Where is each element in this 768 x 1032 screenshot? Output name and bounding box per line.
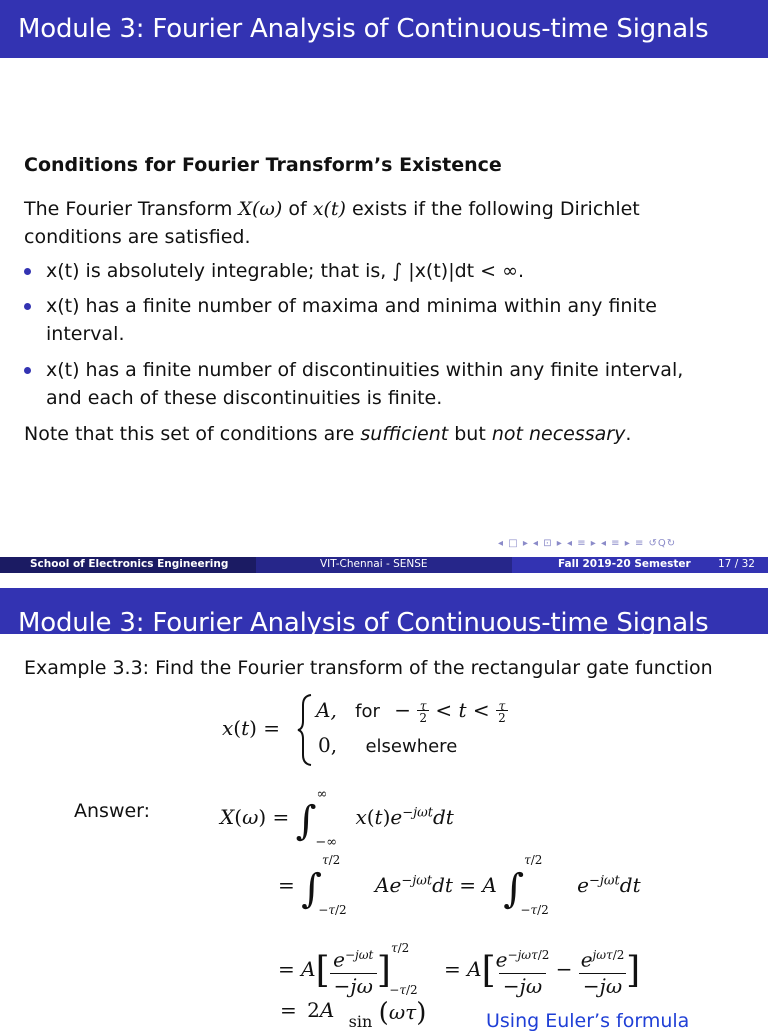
section-heading: Conditions for Fourier Transform’s Existence [24,154,502,176]
footer-page-number: 17 / 32 [718,558,755,570]
equation-line-1: $X(\omega) = \int^\infty_{-\infty}$ $x(t)e^{-j\omega t}dt$ [220,787,454,850]
note-paragraph: Note that this set of conditions are sufficient but not necessary. [24,423,632,445]
equation-line-2: = ∫$^{\tau/2}_{-\tau/2}$ $Ae^{-j\omega t}dt = A$ ∫$^{\tau/2}_{-\tau/2}$ $e^{-j\omega t}dt$ [278,853,641,917]
case-1: A, for − $\frac{\tau}{2} < t < \frac{\tau}{2}$ [316,698,506,725]
case-2: 0, elsewhere [318,733,458,757]
gate-function-lhs: x(t) = [222,716,281,740]
footer-school: School of Electronics Engineering [30,558,229,570]
title-bar [0,0,768,58]
equation-line-4: = 2A sin (ωτ) [280,998,427,1031]
nav-search-icon[interactable]: ↺Q↻ [648,538,677,549]
slide-footer [0,557,768,573]
nav-section-icon[interactable]: ◂ ≡ ▸ [567,538,597,549]
footer-semester: Fall 2019-20 Semester [558,558,691,570]
slide-title: Module 3: Fourier Analysis of Continuous-time Signals [18,14,709,44]
left-brace-icon [296,693,314,767]
bullet-icon [24,367,31,374]
beamer-navigation[interactable] [498,538,676,549]
answer-label: Answer: [74,800,151,822]
intro-paragraph: The Fourier Transform X(ω) of x(t) exists if the following Dirichlet conditions are satisfied. [24,198,640,248]
slide-title: Module 3: Fourier Analysis of Continuous-time Signals [18,608,709,638]
bullet-item: x(t) has a finite number of maxima and minima within any finite interval. [46,292,657,348]
equation-line-3: = A[ $e^{-j\omega t}$ −jω ]$^{\tau/2}_{-\tau/2} = A[e^{-j\omega\tau/2}$ $-j\omega - e^{j\omega\tau/2}$ −jω ] [278,940,641,998]
euler-annotation: Using Euler’s formula [486,1010,690,1032]
nav-frame-icon[interactable]: ◂ □ ▸ [498,538,529,549]
bullet-icon [24,303,31,310]
nav-align-icon[interactable]: ≡ [634,538,645,549]
title-bar [0,588,768,638]
footer-institute: VIT-Chennai - SENSE [320,558,428,570]
example-statement: Example 3.3: Find the Fourier transform of the rectangular gate function [24,657,713,679]
bullet-item: x(t) has a finite number of discontinuities within any finite interval, and each of these discontinuities is finite. [46,356,683,412]
nav-subsection-icon[interactable]: ◂ ⊡ ▸ [533,538,563,549]
bullet-icon [24,268,31,275]
bullet-item: x(t) is absolutely integrable; that is, ∫ |x(t)|dt < ∞. [46,257,524,285]
nav-document-icon[interactable]: ◂ ≡ ▸ [600,538,631,549]
